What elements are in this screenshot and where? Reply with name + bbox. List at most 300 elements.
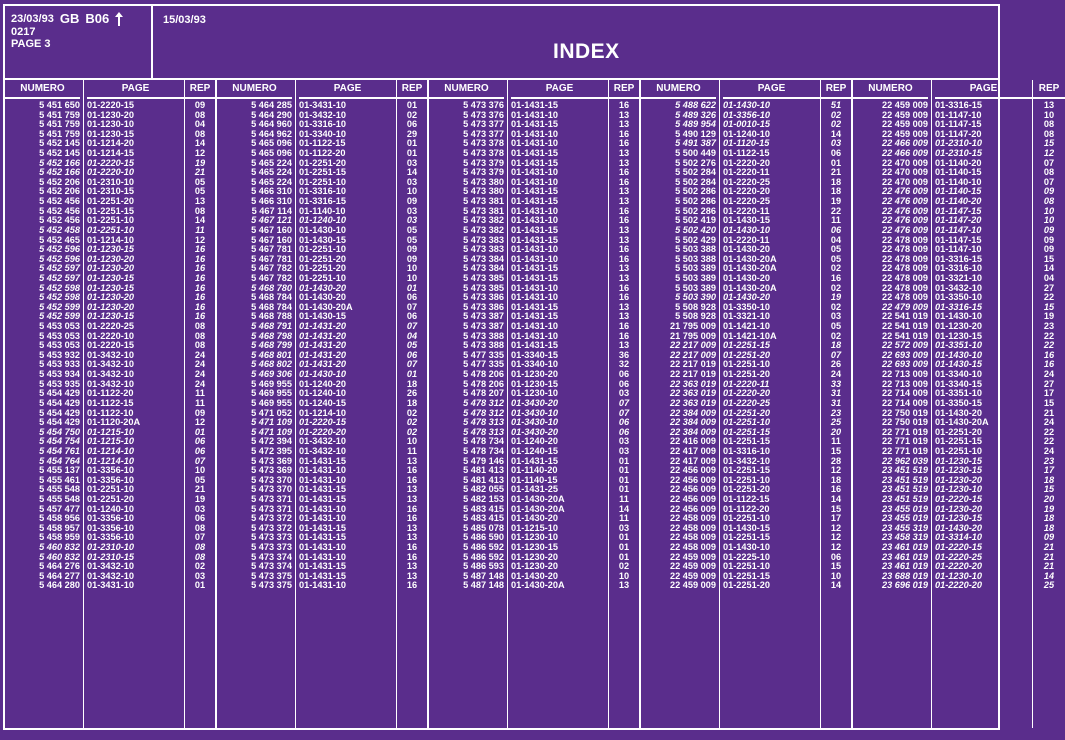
rep-cell: 16 (618, 100, 630, 110)
rep-cell: 20 (830, 426, 842, 437)
numero-cell: 22 416 009 (670, 436, 716, 447)
numero-cell: 5 455 548 (39, 493, 80, 504)
rep-cell: 09 (406, 253, 418, 264)
numero-cell: 5 452 597 (39, 272, 80, 283)
numero-cell: 5 503 390 (675, 292, 716, 303)
page-cell: 01-1430-15 (723, 522, 770, 533)
rep-cell: 16 (194, 301, 206, 312)
numero-cell: 5 464 962 (251, 128, 292, 139)
top-date: 23/03/93 (11, 13, 54, 25)
numero-cell: 5 473 388 (463, 340, 504, 351)
rep-cell: 06 (406, 119, 418, 130)
rep-cell: 03 (406, 157, 418, 168)
rep-cell: 16 (830, 484, 842, 495)
rep-cell: 09 (194, 407, 206, 418)
numero-cell: 5 473 377 (463, 128, 504, 139)
numero-cell: 22 771 019 (882, 426, 928, 437)
rep-cell: 01 (194, 580, 206, 591)
numero-cell: 5 477 335 (463, 349, 504, 360)
numero-cell: 22 713 009 (882, 369, 928, 380)
numero-cell: 5 491 387 (675, 138, 716, 149)
rep-cell: 22 (1043, 436, 1055, 447)
rep-cell: 15 (1043, 253, 1055, 264)
rep-column (821, 80, 853, 728)
page-cell: 01-3340-10 (299, 128, 346, 139)
numero-cell: 5 473 386 (463, 301, 504, 312)
rep-cell: 03 (830, 138, 842, 149)
numero-cell: 5 468 801 (251, 349, 292, 360)
rep-cell: 14 (406, 167, 418, 178)
numero-cell: 22 476 009 (882, 224, 928, 235)
page-title: INDEX (553, 40, 620, 63)
page-cell: 01-1431-10 (511, 205, 558, 216)
numero-cell: 22 459 009 (670, 580, 716, 591)
page-cell: 01-3356-10 (87, 522, 134, 533)
page-cell: 01-2310-15 (87, 186, 134, 197)
rep-cell: 10 (406, 272, 418, 283)
rep-cell: 02 (830, 263, 842, 274)
numero-cell: 22 217 019 (670, 369, 716, 380)
numero-cell: 5 467 114 (251, 205, 292, 216)
code-b: B06 (85, 11, 110, 26)
numero-cell: 5 451 759 (39, 109, 80, 120)
page-cell: 01-2251-15 (723, 532, 770, 543)
page-column-header: PAGE (87, 80, 184, 99)
page-cell: 01-3356-10 (87, 465, 134, 476)
rep-cell: 10 (406, 186, 418, 197)
numero-cell: 5 473 387 (463, 321, 504, 332)
page-cell: 01-2251-15 (299, 167, 346, 178)
rep-cell: 07 (1043, 157, 1055, 168)
rep-cell: 06 (194, 445, 206, 456)
page-cell: 01-1431-15 (511, 301, 558, 312)
page-cell: 01-1230-15 (935, 513, 982, 524)
numero-cell: 22 384 009 (670, 407, 716, 418)
rep-cell: 26 (830, 359, 842, 370)
rep-cell: 13 (1043, 100, 1055, 110)
numero-cell: 5 473 371 (251, 503, 292, 514)
rep-cell: 13 (618, 186, 630, 197)
page-cell: 01-3316-10 (935, 263, 982, 274)
page-cell: 01-1431-15 (511, 196, 558, 207)
rep-cell: 18 (1043, 513, 1055, 524)
page-cell: 01-2251-20 (723, 349, 770, 360)
rep-cell: 05 (406, 234, 418, 245)
rep-cell: 13 (618, 263, 630, 274)
page-column-header: PAGE (723, 80, 820, 99)
numero-column (5, 80, 84, 728)
rep-cell: 02 (406, 417, 418, 428)
rep-column (609, 80, 641, 728)
page-cell: 01-3431-10 (299, 100, 346, 110)
page-cell: 01-1430-15 (935, 359, 982, 370)
page-cell: 01-2251-20 (723, 484, 770, 495)
rep-cell: 09 (406, 244, 418, 255)
page-cell: 01-3356-10 (723, 109, 770, 120)
page-cell: 01-1230-15 (87, 128, 134, 139)
page-cell: 01-1240-10 (299, 388, 346, 399)
page-column-header: PAGE (935, 80, 1032, 99)
numero-cell: 5 458 959 (39, 532, 80, 543)
second-date: 15/03/93 (163, 14, 206, 26)
page-cell: 01-1431-20 (299, 359, 346, 370)
numero-cell: 22 478 009 (882, 263, 928, 274)
numero-cell: 5 465 224 (251, 176, 292, 187)
numero-cell: 5 471 109 (251, 426, 292, 437)
numero-cell: 22 476 009 (882, 196, 928, 207)
numero-cell: 22 693 009 (882, 359, 928, 370)
rep-cell: 02 (830, 282, 842, 293)
rep-cell: 14 (1043, 570, 1055, 581)
numero-cell: 5 452 166 (39, 157, 80, 168)
page-cell: 01-1214-20 (87, 138, 134, 149)
rep-cell: 08 (194, 109, 206, 120)
numero-cell: 5 469 955 (251, 388, 292, 399)
rep-cell: 27 (1043, 378, 1055, 389)
page-cell: 01-2220-25 (723, 397, 770, 408)
numero-cell: 5 502 284 (675, 176, 716, 187)
rep-cell: 04 (1043, 272, 1055, 283)
rep-cell: 08 (1043, 196, 1055, 207)
numero-cell: 5 469 955 (251, 378, 292, 389)
rep-cell: 12 (830, 522, 842, 533)
rep-cell: 16 (1043, 359, 1055, 370)
rep-cell: 02 (618, 561, 630, 572)
page-cell: 01-2251-20 (723, 369, 770, 380)
rep-cell: 23 (1043, 321, 1055, 332)
numero-cell: 5 473 369 (251, 465, 292, 476)
page-cell: 01-2251-20 (723, 407, 770, 418)
page-cell: 01-1430-15 (299, 234, 346, 245)
numero-cell: 5 503 388 (675, 244, 716, 255)
up-arrow-icon (115, 12, 123, 26)
rep-cell: 15 (830, 503, 842, 514)
rep-cell: 31 (830, 397, 842, 408)
numero-cell: 5 467 160 (251, 234, 292, 245)
page-cell: 01-3351-10 (935, 340, 982, 351)
page-cell: 01-2251-10 (935, 445, 982, 456)
numero-cell: 5 473 370 (251, 474, 292, 485)
rep-cell: 01 (618, 484, 630, 495)
numero-cell: 22 458 009 (670, 522, 716, 533)
rep-cell: 24 (194, 349, 206, 360)
rep-cell: 19 (194, 157, 206, 168)
page-cell: 01-2220-20 (935, 580, 982, 591)
page-cell: 01-1430-20A (935, 417, 989, 428)
rep-cell: 07 (406, 321, 418, 332)
rep-cell: 15 (830, 445, 842, 456)
page-cell: 01-1430-10 (935, 311, 982, 322)
numero-cell: 5 466 310 (251, 196, 292, 207)
page-cell: 01-1431-15 (299, 561, 346, 572)
rep-cell: 12 (194, 148, 206, 159)
header (3, 4, 1000, 78)
numero-cell: 22 714 009 (882, 388, 928, 399)
page-cell: 01-1431-10 (299, 551, 346, 562)
rep-cell: 13 (618, 119, 630, 130)
page-cell: 01-1431-15 (511, 100, 558, 110)
numero-cell: 5 473 381 (463, 196, 504, 207)
numero-cell: 5 473 375 (251, 580, 292, 591)
numero-cell: 5 478 734 (463, 445, 504, 456)
rep-cell: 01 (406, 138, 418, 149)
page-cell: 01-1430-20 (299, 282, 346, 293)
rep-cell: 13 (618, 196, 630, 207)
page-column (720, 80, 821, 728)
page-label: PAGE 3 (11, 38, 51, 50)
rep-cell: 01 (406, 100, 418, 110)
rep-cell: 24 (830, 369, 842, 380)
numero-cell: 23 455 019 (882, 503, 928, 514)
rep-cell: 16 (618, 292, 630, 303)
page-cell: 01-2251-20 (87, 493, 134, 504)
rep-cell: 28 (830, 455, 842, 466)
rep-cell: 01 (406, 282, 418, 293)
page-cell: 01-3432-10 (723, 455, 770, 466)
numero-cell: 5 454 429 (39, 407, 80, 418)
column-group (5, 80, 217, 728)
numero-cell: 5 452 456 (39, 215, 80, 226)
rep-cell: 16 (618, 215, 630, 226)
rep-cell: 13 (406, 484, 418, 495)
rep-cell: 03 (618, 436, 630, 447)
numero-cell: 22 459 009 (670, 551, 716, 562)
numero-cell: 22 363 019 (670, 397, 716, 408)
rep-cell: 06 (618, 426, 630, 437)
numero-cell: 5 453 935 (39, 378, 80, 389)
numero-cell: 5 473 373 (251, 542, 292, 553)
page-cell: 01-1230-15 (511, 378, 558, 389)
page-cell: 01-2251-10 (723, 474, 770, 485)
numero-cell: 5 488 622 (675, 100, 716, 110)
page-cell: 01-1214-10 (87, 445, 134, 456)
page-cell: 01-1230-15 (87, 282, 134, 293)
page-cell: 01-3356-10 (87, 513, 134, 524)
numero-cell: 22 417 009 (670, 445, 716, 456)
page-cell: 01-1431-15 (511, 186, 558, 197)
numero-cell: 23 688 019 (882, 570, 928, 581)
page-cell: 01-3350-15 (935, 397, 982, 408)
numero-cell: 5 451 650 (39, 100, 80, 110)
page-cell: 01-2251-10 (87, 215, 134, 226)
rep-column (185, 80, 217, 728)
page-cell: 01-2251-10 (723, 513, 770, 524)
page-cell: 01-3340-10 (935, 369, 982, 380)
numero-cell: 23 461 019 (882, 561, 928, 572)
numero-cell: 5 502 286 (675, 186, 716, 197)
rep-cell: 20 (1043, 493, 1055, 504)
rep-cell: 09 (1043, 244, 1055, 255)
numero-cell: 23 455 019 (882, 513, 928, 524)
rep-cell: 14 (830, 493, 842, 504)
rep-cell: 07 (194, 455, 206, 466)
page-cell: 01-3350-10 (935, 292, 982, 303)
page-cell: 01-1430-15 (299, 311, 346, 322)
rep-cell: 12 (830, 532, 842, 543)
page-cell: 01-1230-15 (87, 311, 134, 322)
page-cell: 01-1230-10 (511, 532, 558, 543)
header-number: 0217 (11, 26, 36, 38)
rep-cell: 07 (618, 407, 630, 418)
numero-cell: 5 503 389 (675, 282, 716, 293)
page-cell: 01-1431-20 (299, 349, 346, 360)
rep-cell: 22 (1043, 292, 1055, 303)
numero-cell: 5 482 055 (463, 484, 504, 495)
rep-cell: 03 (830, 311, 842, 322)
numero-cell: 5 454 750 (39, 426, 80, 437)
rep-cell: 21 (1043, 542, 1055, 553)
rep-cell: 16 (406, 503, 418, 514)
page-cell: 01-1430-20A (723, 263, 777, 274)
page-cell: 01-1430-10 (935, 349, 982, 360)
page-cell: 01-3316-10 (723, 445, 770, 456)
rep-cell: 17 (1043, 388, 1055, 399)
rep-cell: 05 (406, 340, 418, 351)
page-cell: 01-3432-10 (87, 349, 134, 360)
page-cell: 01-2220-15 (299, 417, 346, 428)
numero-cell: 5 473 386 (463, 292, 504, 303)
numero-cell: 5 452 456 (39, 205, 80, 216)
rep-cell: 01 (618, 474, 630, 485)
numero-cell: 23 461 019 (882, 542, 928, 553)
numero-cell: 5 500 449 (675, 148, 716, 159)
page-cell: 01-1431-15 (299, 493, 346, 504)
rep-cell: 11 (619, 513, 629, 524)
rep-cell: 25 (830, 417, 842, 428)
page-cell: 01-1430-20A (723, 253, 777, 264)
page-cell: 01-3432-10 (935, 282, 982, 293)
page-cell: 01-2251-15 (723, 436, 770, 447)
rep-cell: 08 (194, 542, 206, 553)
page-cell: 01-3432-10 (87, 359, 134, 370)
rep-cell: 21 (830, 167, 842, 178)
numero-cell: 5 478 206 (463, 378, 504, 389)
page-cell: 01-1240-15 (299, 397, 346, 408)
numero-cell: 5 502 284 (675, 167, 716, 178)
rep-cell: 04 (194, 119, 206, 130)
numero-column-header: NUMERO (853, 80, 928, 99)
page-cell: 01-1122-15 (87, 397, 134, 408)
numero-cell: 5 473 382 (463, 215, 504, 226)
numero-cell: 22 693 009 (882, 349, 928, 360)
numero-cell: 22 217 009 (670, 349, 716, 360)
numero-cell: 22 714 009 (882, 397, 928, 408)
rep-cell: 14 (194, 138, 206, 149)
rep-cell: 16 (618, 330, 630, 341)
numero-cell: 22 456 009 (670, 484, 716, 495)
numero-cell: 5 503 389 (675, 272, 716, 283)
numero-cell: 5 502 429 (675, 234, 716, 245)
rep-cell: 10 (406, 263, 418, 274)
rep-cell: 31 (830, 388, 842, 399)
page-cell: 01-1140-20 (511, 465, 558, 476)
numero-cell: 5 453 934 (39, 369, 80, 380)
page-cell: 01-3432-10 (87, 378, 134, 389)
rep-cell: 12 (830, 542, 842, 553)
column-group (429, 80, 641, 728)
rep-cell: 06 (194, 513, 206, 524)
page-cell: 01-2251-15 (723, 465, 770, 476)
numero-cell: 5 467 121 (251, 215, 292, 226)
numero-cell: 5 478 313 (463, 426, 504, 437)
page-cell: 01-1230-20 (87, 292, 134, 303)
page-column (296, 80, 397, 728)
code-gb: GB (59, 11, 80, 26)
page-cell: 01-3351-10 (935, 388, 982, 399)
rep-cell: 18 (830, 176, 842, 187)
page-cell: 01-1230-20 (511, 551, 558, 562)
numero-cell: 22 541 019 (882, 311, 928, 322)
rep-cell: 19 (1043, 311, 1055, 322)
rep-cell: 16 (618, 167, 630, 178)
page-cell: 01-1230-20 (935, 321, 982, 332)
page-cell: 01-1430-20A (511, 580, 565, 591)
page-cell: 01-1431-15 (511, 263, 558, 274)
numero-cell: 5 453 053 (39, 321, 80, 332)
rep-cell: 09 (194, 100, 206, 110)
numero-cell: 5 482 153 (463, 493, 504, 504)
page-cell: 01-1431-15 (511, 148, 558, 159)
numero-cell: 22 217 019 (670, 359, 716, 370)
page-cell: 01-3350-10 (723, 301, 770, 312)
rep-cell: 06 (406, 349, 418, 360)
numero-column-header: NUMERO (429, 80, 504, 99)
page-cell: 01-3356-10 (87, 532, 134, 543)
page-cell: 01-2220-11 (723, 205, 770, 216)
numero-cell: 5 453 932 (39, 349, 80, 360)
numero-cell: 5 468 784 (251, 292, 292, 303)
rep-cell: 11 (619, 493, 629, 504)
rep-cell: 02 (830, 119, 842, 130)
page-cell: 01-1230-15 (935, 330, 982, 341)
page-cell: 01-3430-20 (511, 397, 558, 408)
rep-cell: 16 (406, 542, 418, 553)
rep-cell: 14 (830, 128, 842, 139)
page-cell: 01-1230-20 (87, 109, 134, 120)
numero-cell: 22 541 019 (882, 330, 928, 341)
numero-cell: 5 468 802 (251, 359, 292, 370)
numero-cell: 22 541 019 (882, 321, 928, 332)
rep-cell: 06 (406, 311, 418, 322)
rep-cell: 06 (830, 148, 842, 159)
numero-cell: 5 473 379 (463, 157, 504, 168)
rep-cell: 06 (618, 369, 630, 380)
numero-cell: 22 466 009 (882, 138, 928, 149)
page-cell: 01-1431-15 (299, 532, 346, 543)
page-cell: 01-1431-10 (511, 138, 558, 149)
numero-cell: 5 464 285 (251, 100, 292, 110)
page-cell: 01-2251-20 (87, 196, 134, 207)
numero-cell: 5 468 780 (251, 282, 292, 293)
numero-cell: 5 455 137 (39, 465, 80, 476)
rep-column-header: REP (1033, 80, 1065, 99)
page-cell: 01-1122-15 (299, 138, 346, 149)
rep-cell: 13 (406, 561, 418, 572)
rep-cell: 22 (830, 205, 842, 216)
page-cell: 01-1431-15 (299, 455, 346, 466)
numero-cell: 22 771 019 (882, 445, 928, 456)
page-column (508, 80, 609, 728)
rep-cell: 07 (1043, 176, 1055, 187)
rep-cell: 18 (1043, 522, 1055, 533)
page-cell: 01-2220-15 (87, 100, 134, 110)
page-cell: 01-2220-11 (723, 167, 770, 178)
page-cell: 01-2220-20 (723, 186, 770, 197)
page-cell: 01-2251-10 (87, 224, 134, 235)
rep-cell: 13 (618, 272, 630, 283)
numero-cell: 5 454 429 (39, 417, 80, 428)
page-cell: 01-1147-10 (935, 109, 982, 120)
